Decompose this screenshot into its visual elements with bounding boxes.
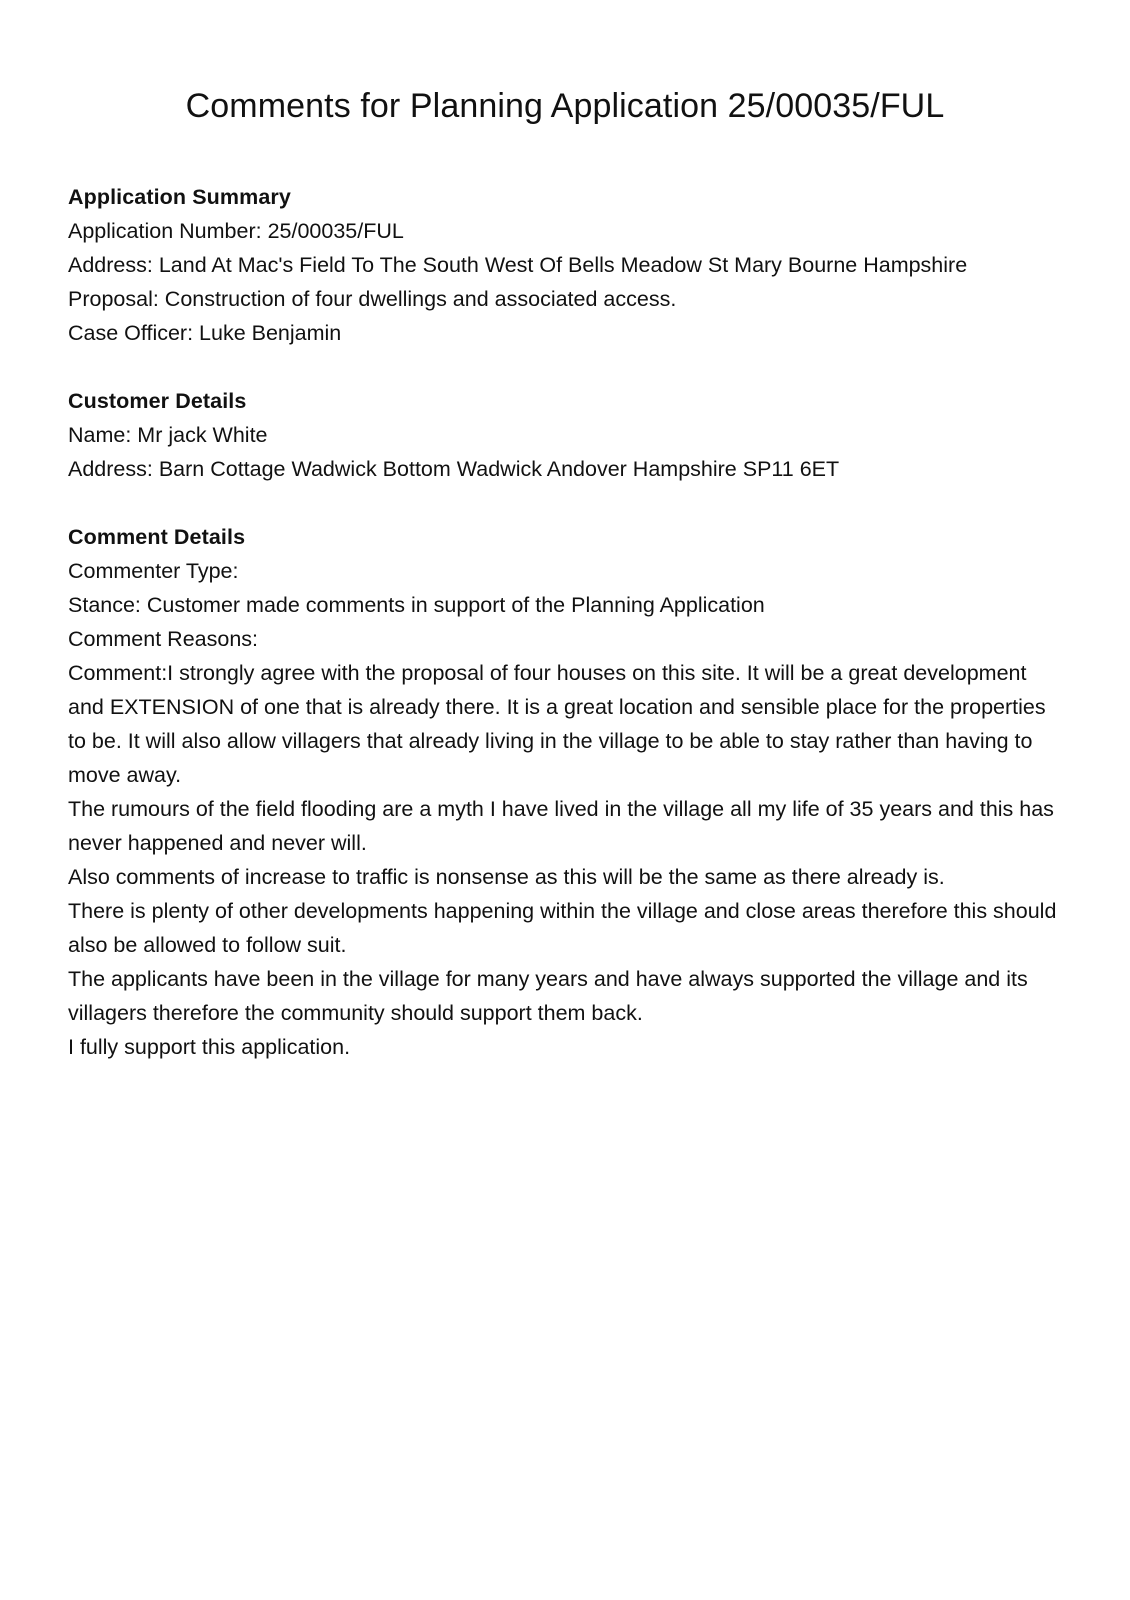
comment-paragraph: I fully support this application. xyxy=(68,1035,351,1059)
customer-address: Address: Barn Cottage Wadwick Bottom Wadwick Andover Hampshire SP11 6ET xyxy=(68,457,840,481)
application-summary-heading: Application Summary xyxy=(68,185,291,209)
customer-details-section xyxy=(68,384,1068,486)
comment-details-section xyxy=(68,520,1068,1064)
application-summary-section xyxy=(68,180,1068,350)
document-content xyxy=(68,180,1068,1064)
comment-paragraph: The applicants have been in the village for many years and have always supported the village and its villagers therefore the community should support them back. xyxy=(68,967,1028,1025)
comment-paragraph: There is plenty of other developments happening within the village and close areas therefore this should also be allowed to follow suit. xyxy=(68,899,1057,957)
comment-paragraph: Comment:I strongly agree with the proposal of four houses on this site. It will be a great development and EXTENSION of one that is already there. It is a great location and sensible place for the properties to be. It will also allow villagers that already living in the village to be able to stay rather than having to move away. xyxy=(68,661,1046,787)
application-address: Address: Land At Mac's Field To The South West Of Bells Meadow St Mary Bourne Hampshire xyxy=(68,253,968,277)
comment-paragraph: The rumours of the field flooding are a myth I have lived in the village all my life of 35 years and this has never happened and never will. xyxy=(68,797,1054,855)
comment-details-heading: Comment Details xyxy=(68,525,246,549)
customer-details-heading: Customer Details xyxy=(68,389,247,413)
commenter-type: Commenter Type: xyxy=(68,559,239,583)
comment-reasons: Comment Reasons: xyxy=(68,627,258,651)
comment-stance: Stance: Customer made comments in support of the Planning Application xyxy=(68,593,765,617)
application-proposal: Proposal: Construction of four dwellings and associated access. xyxy=(68,287,677,311)
comment-text xyxy=(68,656,1068,1064)
comment-paragraph: Also comments of increase to traffic is nonsense as this will be the same as there already is. xyxy=(68,865,945,889)
page-title: Comments for Planning Application 25/00035/FUL xyxy=(185,87,945,125)
customer-name: Name: Mr jack White xyxy=(68,423,268,447)
application-number: Application Number: 25/00035/FUL xyxy=(68,219,404,243)
case-officer: Case Officer: Luke Benjamin xyxy=(68,321,342,345)
